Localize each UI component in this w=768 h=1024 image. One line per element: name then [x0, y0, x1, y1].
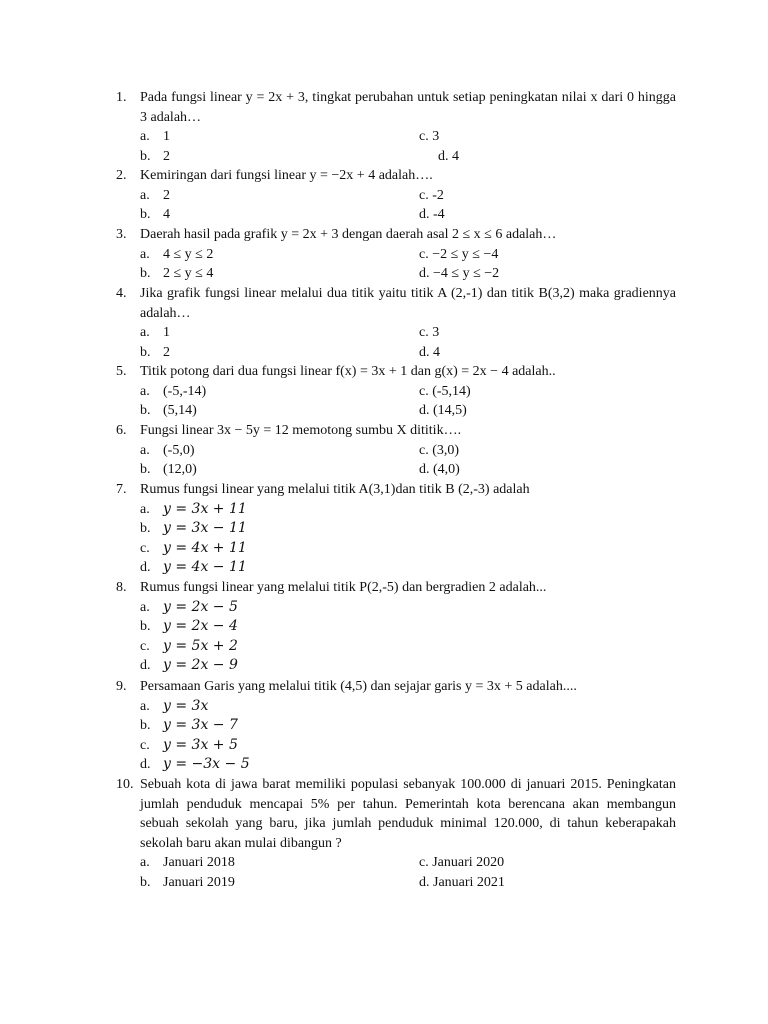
options [140, 323, 676, 362]
option-d: d. (4,0) [419, 462, 460, 478]
question-number: 4. [116, 286, 127, 301]
option-c: c. Januari 2020 [419, 855, 505, 871]
question-5 [116, 362, 676, 421]
option-b: b. Januari 2019 [140, 874, 235, 890]
question-1 [116, 88, 676, 166]
option-a: a. y = 3x + 11 [140, 500, 247, 517]
option-c: c. (3,0) [419, 442, 460, 458]
question-8 [116, 578, 676, 676]
option-a: a. (-5,0) [140, 442, 195, 458]
question-text: Sebuah kota di jawa barat memiliki populasi sebanyak 100.000 di januari 2015. Peningkatan jumlah penduduk mencapai 5% per tahun. Pemerintah kota berencana akan membangun sebuah sekolah yang baru, jika jumlah penduduk minimal 120.000, di tahun keberapakah sekolah baru akan mulai dibangun ? [140, 777, 676, 851]
option-c: c. y = 3x + 5 [140, 736, 238, 753]
option-b: b. y = 3x − 7 [140, 717, 238, 734]
question-text: Kemiringan dari fungsi linear y = −2x + 4 adalah…. [140, 168, 433, 183]
option-c: c. (-5,14) [419, 383, 471, 399]
question-9 [116, 677, 676, 775]
question-7 [116, 480, 676, 578]
question-number: 8. [116, 580, 127, 595]
option-d: d. -4 [419, 207, 445, 223]
option-d: d. y = 4x − 11 [140, 559, 247, 576]
option-b: b. (5,14) [140, 403, 197, 419]
question-number: 3. [116, 227, 127, 242]
option-b: b. 4 [140, 207, 170, 223]
options [140, 127, 676, 166]
option-c: c. 3 [419, 325, 440, 341]
option-d: d. 4 [419, 344, 440, 360]
question-4 [116, 284, 676, 362]
question-number: 2. [116, 168, 127, 183]
options [140, 245, 676, 284]
option-b: b. 2 [140, 344, 170, 360]
options [140, 186, 676, 225]
question-number: 10. [116, 777, 134, 792]
options [140, 853, 676, 892]
option-a: a. 2 [140, 187, 170, 203]
question-text: Pada fungsi linear y = 2x + 3, tingkat perubahan untuk setiap peningkatan nilai x dari 0 hingga 3 adalah… [140, 90, 676, 125]
options [140, 598, 676, 676]
question-text: Fungsi linear 3x − 5y = 12 memotong sumbu X dititik…. [140, 423, 462, 438]
question-6 [116, 421, 676, 480]
option-d: d. 4 [438, 148, 459, 164]
question-text: Rumus fungsi linear yang melalui titik A(3,1)dan titik B (2,-3) adalah [140, 482, 530, 497]
option-a: a. 1 [140, 129, 170, 145]
question-number: 6. [116, 423, 127, 438]
option-b: b. (12,0) [140, 462, 197, 478]
option-a: a. y = 2x − 5 [140, 598, 238, 615]
question-3 [116, 225, 676, 284]
option-d: d. −4 ≤ y ≤ −2 [419, 266, 500, 282]
option-d: d. y = −3x − 5 [140, 756, 250, 773]
question-10 [116, 775, 676, 893]
option-c: c. −2 ≤ y ≤ −4 [419, 246, 499, 262]
option-b: b. 2 [140, 148, 170, 164]
option-d: d. y = 2x − 9 [140, 657, 238, 674]
options [140, 441, 676, 480]
question-text: Daerah hasil pada grafik y = 2x + 3 dengan daerah asal 2 ≤ x ≤ 6 adalah… [140, 227, 557, 242]
question-text: Titik potong dari dua fungsi linear f(x) = 3x + 1 dan g(x) = 2x − 4 adalah.. [140, 364, 556, 379]
question-number: 5. [116, 364, 127, 379]
option-c: c. y = 5x + 2 [140, 637, 238, 654]
options [140, 697, 676, 775]
question-number: 9. [116, 679, 127, 694]
option-d: d. (14,5) [419, 403, 467, 419]
options [140, 382, 676, 421]
question-text: Jika grafik fungsi linear melalui dua titik yaitu titik A (2,-1) dan titik B(3,2) maka gradiennya adalah… [140, 286, 676, 321]
question-number: 1. [116, 90, 127, 105]
question-text: Persamaan Garis yang melalui titik (4,5) dan sejajar garis y = 3x + 5 adalah.... [140, 679, 577, 694]
question-number: 7. [116, 482, 127, 497]
option-b: b. y = 2x − 4 [140, 618, 238, 635]
option-b: b. 2 ≤ y ≤ 4 [140, 266, 214, 282]
option-a: a. (-5,-14) [140, 383, 207, 399]
option-c: c. y = 4x + 11 [140, 539, 247, 556]
option-b: b. y = 3x − 11 [140, 520, 247, 537]
option-d: d. Januari 2021 [419, 874, 505, 890]
option-a: a. y = 3x [140, 697, 209, 714]
option-c: c. -2 [419, 187, 444, 203]
option-a: a. 4 ≤ y ≤ 2 [140, 246, 214, 262]
question-2 [116, 166, 676, 225]
option-a: a. Januari 2018 [140, 855, 235, 871]
question-text: Rumus fungsi linear yang melalui titik P(2,-5) dan bergradien 2 adalah... [140, 580, 547, 595]
option-c: c. 3 [419, 129, 440, 145]
options [140, 500, 676, 578]
option-a: a. 1 [140, 325, 170, 341]
